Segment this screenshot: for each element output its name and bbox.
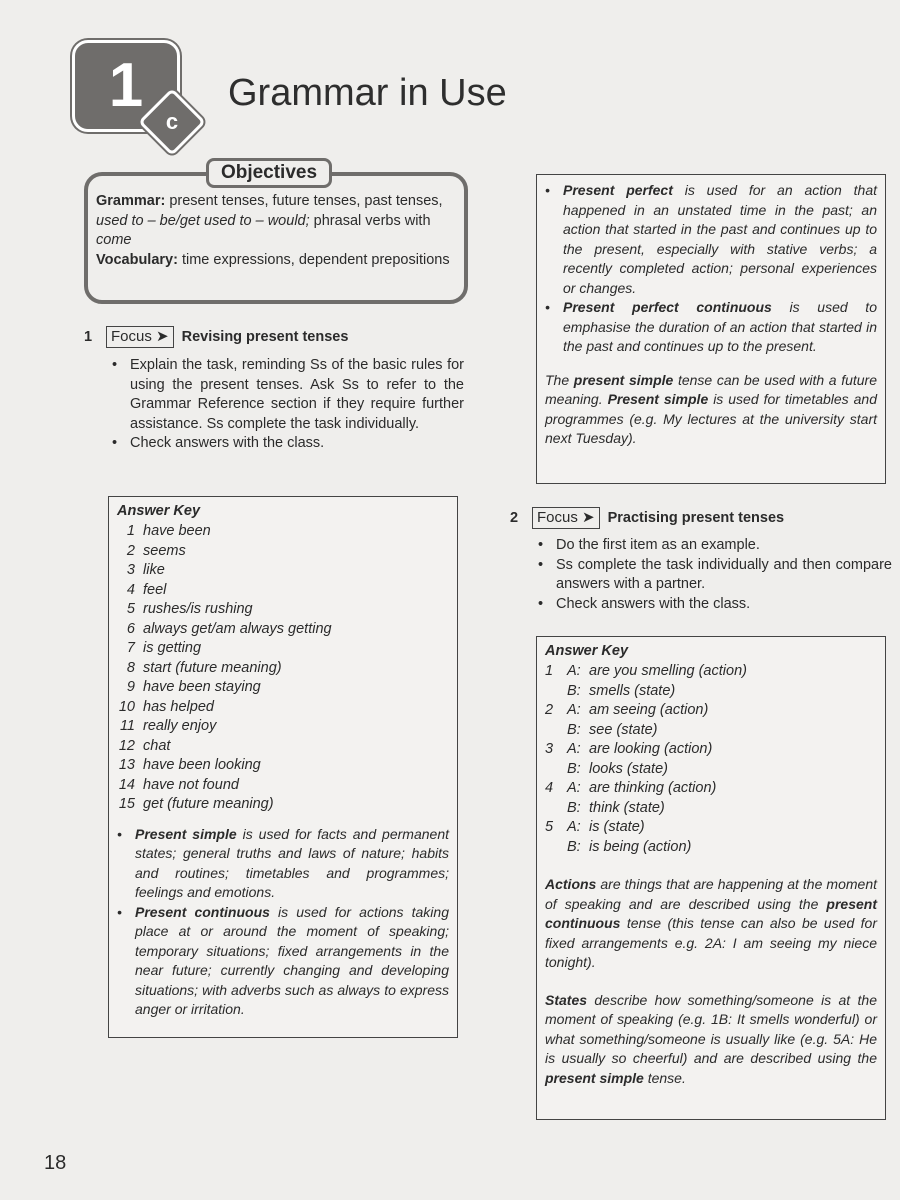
- answer-key-1-title: Answer Key: [117, 503, 201, 519]
- answer-number: [545, 760, 567, 780]
- answer-number: 4: [545, 780, 554, 796]
- page-number: 18: [44, 1152, 67, 1174]
- list-item: [541, 181, 877, 298]
- answer-number: [545, 682, 567, 702]
- answer-text: have been: [143, 523, 211, 539]
- answer-text: looks (state): [589, 760, 668, 777]
- table-row: [545, 779, 885, 799]
- unit-letter: c: [165, 109, 179, 134]
- table-row: [109, 659, 457, 679]
- section-1-header: [84, 326, 348, 348]
- note-bold: Present simple: [135, 825, 237, 842]
- section-1-number: 1: [84, 329, 93, 345]
- answer-key-2-list: [545, 662, 885, 857]
- answer-number: 5: [126, 601, 135, 617]
- answer-number: [545, 799, 567, 819]
- note-bold: present simple: [545, 1069, 644, 1086]
- grammar-italic-2: come: [96, 232, 132, 248]
- section-2-header: [510, 507, 784, 529]
- note-text: is used for actions taking place at or around the moment of speaking; temporary situations; fixed arrangements in the near future; currently changing and developing situations; with adverbs such as always to express anger or irritation.: [135, 903, 449, 1017]
- answer-text: am seeing (action): [589, 702, 709, 718]
- note-text: is used to emphasise the duration of an action that started in the past and continues up to the present.: [563, 299, 877, 354]
- grammar-text: present tenses, future tenses, past tenses,: [165, 193, 443, 209]
- table-row: [109, 717, 457, 737]
- table-row: [545, 760, 885, 780]
- answer-text: smells (state): [589, 682, 676, 699]
- table-row: [109, 678, 457, 698]
- note-text: is used for an action that happened in an unstated time in the past; an action that started in the past and continues up to the present, especially with stative verbs; a recently completed action; personal experiences or changes.: [563, 182, 877, 296]
- unit-number: 1: [108, 51, 144, 120]
- actions-note: [545, 875, 877, 973]
- answer-number: 14: [118, 776, 135, 793]
- note-text: is used for facts and permanent states; general truths and laws of nature; habits and routines; timetables and programmes; feelings and emotions.: [135, 825, 449, 900]
- answer-key-1-list: [109, 522, 457, 815]
- answer-speaker: A:: [567, 780, 581, 796]
- section-1-bullets: [108, 356, 464, 454]
- note-text: is used for timetables and programmes (e.g. My lectures at the university start next Tuesday).: [545, 391, 878, 446]
- list-item: • Ss complete the task individually and then compare answers with a partner.: [534, 556, 892, 595]
- answer-number: 3: [545, 741, 554, 757]
- section-2-bullets: [534, 536, 892, 614]
- answer-text: get (future meaning): [143, 796, 274, 812]
- note-text: tense (this tense can also be used for fixed arrangements e.g. 2A: I am seeing my niece tonight).: [545, 915, 877, 970]
- answer-number: 12: [118, 737, 135, 754]
- note-text: tense can be used with a future meaning.: [545, 371, 877, 407]
- answer-text: see (state): [589, 721, 658, 738]
- answer-text: are thinking (action): [589, 780, 717, 796]
- answer-number: 10: [118, 698, 135, 715]
- answer-text: have not found: [143, 776, 239, 793]
- states-note: [545, 991, 877, 1089]
- answer-text: is (state): [589, 819, 645, 835]
- answer-text: is being (action): [589, 838, 692, 855]
- answer-number: 13: [118, 757, 135, 773]
- list-item: [541, 298, 877, 357]
- answer-number: 7: [126, 640, 135, 656]
- answer-speaker: A:: [567, 663, 581, 679]
- note-text: The: [545, 371, 574, 388]
- note-bold: present continuous: [545, 895, 877, 931]
- answer-text: chat: [143, 737, 171, 754]
- answer-speaker: A:: [567, 819, 581, 835]
- answer-number: [545, 721, 567, 741]
- answer-text: feel: [143, 581, 167, 598]
- vocab-text: time expressions, dependent prepositions: [177, 251, 450, 268]
- table-row: [109, 737, 457, 757]
- list-item: • Do the first item as an example.: [534, 536, 892, 556]
- answer-text: always get/am always getting: [143, 620, 332, 637]
- note-text: tense.: [643, 1069, 686, 1086]
- objectives-text: [96, 192, 456, 270]
- answer-text: like: [143, 562, 165, 578]
- note-text: describe how something/someone is at the moment of speaking (e.g. 1B: It smells wonderful) or what something/someone is usually like (e.g. 5A: He is usually so cheerful) and are described using the: [545, 991, 877, 1066]
- list-item: • Check answers with the class.: [534, 595, 892, 615]
- table-row: [545, 818, 885, 838]
- answer-number: [545, 838, 567, 858]
- table-row: [545, 721, 885, 741]
- note-bold: Present perfect continuous: [563, 299, 772, 315]
- list-item: [113, 903, 449, 1020]
- note-bold: Actions: [545, 876, 597, 892]
- answer-text: start (future meaning): [143, 659, 282, 676]
- answer-text: are looking (action): [589, 741, 713, 757]
- table-row: [109, 522, 457, 542]
- table-row: [109, 639, 457, 659]
- table-row: [109, 581, 457, 601]
- answer-text: has helped: [143, 698, 214, 715]
- answer-text: think (state): [589, 799, 665, 816]
- answer-speaker: A:: [567, 702, 581, 718]
- table-row: [109, 561, 457, 581]
- note-text: are things that are happening at the moment of speaking and are described using the: [545, 876, 877, 912]
- tense-notes-box: [536, 174, 886, 484]
- answer-number: 15: [118, 796, 135, 812]
- page-title: Grammar in Use: [228, 72, 507, 114]
- note-bold: Present simple: [607, 391, 709, 407]
- note-bold: Present continuous: [135, 903, 270, 920]
- table-row: [109, 600, 457, 620]
- answer-text: really enjoy: [143, 718, 217, 734]
- grammar-italic: used to – be/get used to – would;: [96, 212, 310, 229]
- table-row: [109, 756, 457, 776]
- table-row: [109, 542, 457, 562]
- answer-key-2-box: [536, 636, 886, 1120]
- answer-key-1-notes: [113, 825, 449, 1020]
- answer-text: have been staying: [143, 679, 261, 695]
- note-bold: present simple: [573, 371, 674, 388]
- list-item: • Check answers with the class.: [108, 434, 464, 454]
- section-1-title: Revising present tenses: [181, 329, 349, 345]
- answer-speaker: A:: [567, 741, 581, 757]
- table-row: [545, 740, 885, 760]
- tense-notes-list: [541, 181, 877, 357]
- answer-number: 8: [126, 659, 135, 676]
- answer-number: 1: [126, 523, 135, 539]
- answer-number: 2: [545, 702, 554, 718]
- table-row: [545, 662, 885, 682]
- note-bold: Present perfect: [563, 182, 673, 198]
- section-2-title: Practising present tenses: [607, 510, 785, 526]
- section-2-focus: Focus ➤: [532, 507, 600, 529]
- objectives-label: Objectives: [206, 158, 332, 188]
- answer-number: 3: [126, 562, 135, 578]
- answer-number: 4: [126, 581, 135, 598]
- answer-number: 11: [119, 718, 135, 734]
- answer-text: rushes/is rushing: [143, 601, 253, 617]
- grammar-text-2: phrasal verbs with: [309, 212, 431, 229]
- table-row: [109, 795, 457, 815]
- answer-number: 1: [545, 663, 554, 679]
- future-meaning-note: [545, 371, 877, 449]
- vocab-label: Vocabulary:: [96, 251, 178, 268]
- answer-text: is getting: [143, 640, 202, 656]
- list-item: [113, 825, 449, 903]
- table-row: [109, 776, 457, 796]
- table-row: [545, 799, 885, 819]
- table-row: [545, 682, 885, 702]
- answer-speaker: B:: [567, 760, 581, 777]
- answer-text: seems: [143, 542, 186, 559]
- answer-number: 9: [126, 679, 135, 695]
- answer-speaker: B:: [567, 721, 581, 738]
- section-2-number: 2: [510, 510, 519, 526]
- answer-number: 5: [545, 819, 554, 835]
- answer-text: are you smelling (action): [589, 663, 747, 679]
- answer-key-2-title: Answer Key: [545, 643, 629, 659]
- grammar-label: Grammar:: [96, 193, 166, 209]
- answer-speaker: B:: [567, 838, 581, 855]
- answer-speaker: B:: [567, 682, 581, 699]
- answer-speaker: B:: [567, 799, 581, 816]
- table-row: [109, 698, 457, 718]
- section-1-focus: Focus ➤: [106, 326, 174, 348]
- answer-key-1-box: [108, 496, 458, 1038]
- answer-number: 2: [126, 542, 135, 559]
- note-bold: States: [545, 991, 588, 1008]
- table-row: [109, 620, 457, 640]
- table-row: [545, 838, 885, 858]
- answer-number: 6: [126, 620, 135, 637]
- answer-text: have been looking: [143, 757, 261, 773]
- table-row: [545, 701, 885, 721]
- list-item: • Explain the task, reminding Ss of the basic rules for using the present tenses. Ask Ss to refer to the Grammar Reference section if they require further assistance. Ss complete the task individually.: [108, 356, 464, 434]
